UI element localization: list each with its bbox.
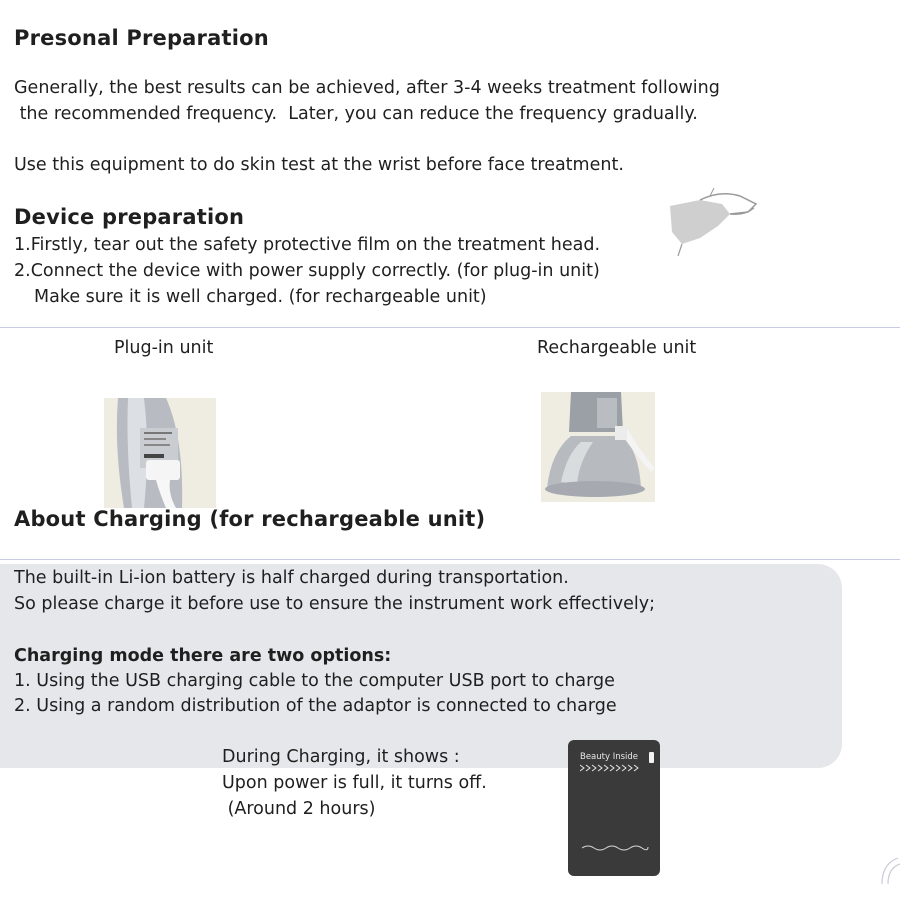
charging-status-text: During Charging, it shows : [222,747,460,767]
personal-text-line-1: Generally, the best results can be achieved, after 3-4 weeks treatment following [14,78,720,98]
device-step-2-note: Make sure it is well charged. (for rechargeable unit) [34,287,487,307]
device-step-2: 2.Connect the device with power supply correctly. (for plug-in unit) [14,261,600,281]
charging-mode-2: 2. Using a random distribution of the adaptor is connected to charge [14,696,617,716]
personal-text-line-2: the recommended frequency. Later, you can reduce the frequency gradually. [14,104,698,124]
plugin-unit-label: Plug-in unit [114,338,214,358]
battery-icon [649,752,654,763]
charging-text-line-2: So please charge it before use to ensure the instrument work effectively; [14,594,656,614]
plugin-unit-photo [104,398,216,508]
charging-full-text: Upon power is full, it turns off. [222,773,487,793]
section-title-charging: About Charging (for rechargeable unit) [14,507,486,531]
device-step-1: 1.Firstly, tear out the safety protective film on the treatment head. [14,235,601,255]
display-brand-label: Beauty Inside [580,752,639,762]
device-display [568,740,660,876]
skin-test-note: Use this equipment to do skin test at the wrist before face treatment. [14,155,624,175]
wave-icon [580,842,650,854]
divider [0,559,900,560]
charging-arrows-icon [580,764,644,772]
section-title-personal: Presonal Preparation [14,26,269,50]
corner-decoration-icon [878,856,900,886]
section-title-device: Device preparation [14,205,245,229]
charging-modes-title: Charging mode there are two options: [14,646,392,666]
rechargeable-unit-photo [541,392,655,502]
charging-time-text: (Around 2 hours) [222,799,376,819]
charging-text-line-1: The built-in Li-ion battery is half charged during transportation. [14,568,569,588]
wrist-test-illustration [660,186,764,262]
divider [0,327,900,328]
rechargeable-unit-label: Rechargeable unit [537,338,697,358]
charging-mode-1: 1. Using the USB charging cable to the computer USB port to charge [14,671,615,691]
